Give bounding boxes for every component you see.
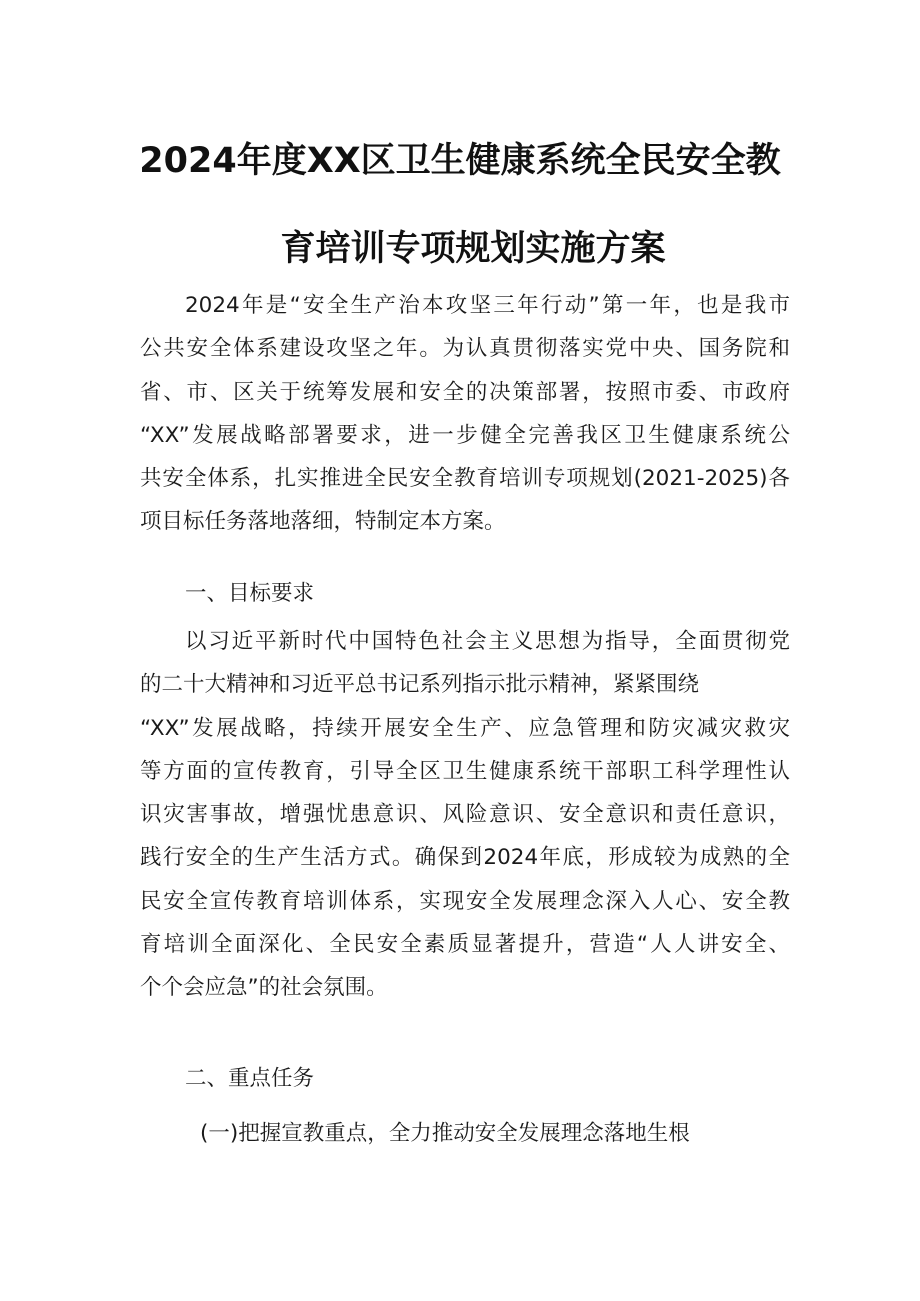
goals-line: “XX”发展战略，持续开展安全生产、应急管理和防灾减灾救灾 [140, 715, 790, 741]
intro-line: 项目标任务落地落细，特制定本方案。 [140, 509, 506, 535]
subsection-heading-1: (一)把握宣教重点，全力推动安全发展理念落地生根 [200, 1121, 690, 1146]
goals-line: 践行安全的生产生活方式。确保到2024年底，形成较为成熟的全 [140, 845, 790, 871]
intro-line: 共安全体系，扎实推进全民安全教育培训专项规划(2021-2025)各 [140, 466, 790, 492]
intro-line: 省、市、区关于统筹发展和安全的决策部署，按照市委、市政府 [140, 379, 790, 405]
document-title-line-1: 2024年度XX区卫生健康系统全民安全教 [139, 141, 781, 181]
section-heading-goals: 一、目标要求 [185, 581, 315, 606]
goals-paragraph [140, 620, 790, 1010]
goals-line: 以习近平新时代中国特色社会主义思想为指导，全面贯彻党 [185, 629, 790, 654]
document-title-line-2: 育培训专项规划实施方案 [280, 229, 666, 269]
goals-line: 的二十大精神和习近平总书记系列指示批示精神，紧紧围绕 [140, 672, 700, 698]
intro-line: “XX”发展战略部署要求，进一步健全完善我区卫生健康系统公 [140, 422, 790, 448]
goals-line: 识灾害事故，增强忧患意识、风险意识、安全意识和责任意识， [140, 802, 790, 828]
goals-line: 民安全宣传教育培训体系，实现安全发展理念深入人心、安全教 [140, 888, 790, 914]
goals-line: 育培训全面深化、全民安全素质显著提升，营造“人人讲安全、 [140, 932, 790, 958]
goals-line: 个个会应急”的社会氛围。 [140, 975, 388, 1001]
goals-line: 等方面的宣传教育，引导全区卫生健康系统干部职工科学理性认 [140, 758, 790, 784]
section-heading-key-tasks: 二、重点任务 [185, 1066, 315, 1091]
intro-line: 公共安全体系建设攻坚之年。为认真贯彻落实党中央、国务院和 [140, 336, 790, 362]
intro-line: 2024年是“安全生产治本攻坚三年行动”第一年，也是我市 [185, 293, 790, 318]
intro-paragraph [140, 284, 790, 544]
